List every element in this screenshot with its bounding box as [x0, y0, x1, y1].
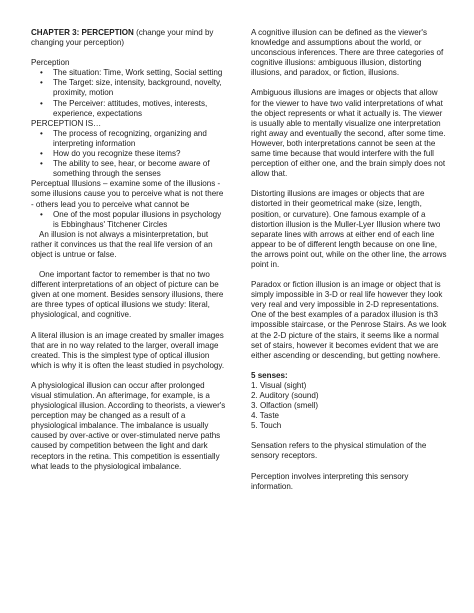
list-item: • The situation: Time, Work setting, Social setting	[31, 68, 226, 78]
important-factor-paragraph: One important factor to remember is that no two different interpretations of an object of picture can be given at one moment. Besides sensory illusions, there are three types of optical illusions we study: literal, physiological, and cognitive.	[31, 270, 224, 320]
list-item: 2. Auditory (sound)	[251, 391, 319, 400]
list-item: 1. Visual (sight)	[251, 380, 307, 390]
list-item: 3. Olfaction (smell)	[251, 401, 319, 411]
senses-list	[251, 381, 447, 431]
illusion-bullet-list	[31, 210, 226, 230]
chapter-label: CHAPTER 3: PERCEPTION	[31, 28, 134, 37]
list-item: 5. Touch	[251, 421, 282, 431]
perception-paragraph: Perception involves interpreting this sensory information.	[251, 471, 409, 491]
ambiguous-illusion-paragraph: Ambiguous illusions are images or objects that allow for the viewer to have two valid interpretations of what the object represents or what it actually is. The viewer is usually able to mentally visualize one interpretation right away and eventually the second, after some time. However, both interpretations cannot be seen at the same time because that would interfere with the full perception of either one, and the brain simply does not allow that.	[251, 88, 446, 179]
physiological-illusion-paragraph: A physiological illusion can occur after prolonged visual stimulation. An afterimage, for example, is a physiological illusion. According to theorists, a viewer's perception may be changed as a result of a physiological imbalance. The imbalance is usually caused by over-active or over-stimulated nerve paths caused by competition between the light and dark receptors in the retina. This competition is essentially what leads to the physiological imbalance.	[31, 380, 226, 471]
list-item: • How do you recognize these items?	[31, 149, 226, 159]
chapter-note: (change your mind by changing your perception)	[31, 28, 214, 48]
illusions-line: - others lead you to perceive what cannot be	[31, 199, 190, 209]
right-column	[251, 28, 447, 492]
list-item: • The Perceiver: attitudes, motives, interests, experience, expectations	[31, 99, 226, 119]
perception-is-heading: PERCEPTION IS…	[31, 118, 102, 128]
list-item: • The process of recognizing, organizing and interpreting information	[31, 129, 226, 149]
sensation-paragraph: Sensation refers to the physical stimulation of the sensory receptors.	[251, 441, 427, 461]
illusions-intro: Perceptual Illusions – examine some of the illusions - some illusions cause you to perceive what is not there	[31, 179, 224, 199]
distorting-illusion-paragraph: Distorting illusions are images or objects that are distorted in their geometrical make (size, length, position, or curvature). One famous example of a distortion illusion is the Muller-Lyer Illusion where two separate lines with arrows at either end of each line appear to be of different length because on one line, the arrows point out, while on the other line, the arrows point in.	[251, 189, 447, 269]
paradox-illusion-paragraph: Paradox or fiction illusion is an image or object that is simply impossible in 3-D or real life however they look very real and very impossible in 2-D representations. One of the best examples of a paradox illusion is th3 impossible staircase, or the Penrose Stairs. As we look at the 2-D picture of the stairs, it seems like a normal set of stairs, however it becomes evident that we are either ascending or descending, but getting nowhere.	[251, 280, 447, 360]
perception-heading: Perception	[31, 58, 70, 68]
perception-bullet-list	[31, 68, 226, 118]
left-column	[31, 28, 226, 472]
list-item: • One of the most popular illusions in psychology is Ebbinghaus' Titchener Circles	[31, 210, 226, 230]
list-item: • The Target: size, intensity, background, novelty, proximity, motion	[31, 78, 226, 98]
misinterpretation-paragraph: An illusion is not always a misinterpretation, but rather it convinces us that the real life version of an object is untrue or false.	[31, 229, 213, 259]
literal-illusion-paragraph: A literal illusion is an image created by smaller images that are in no way related to the larger, overall image created. This is the simplest type of optical illusion which is why it is often the least studied in psychology.	[31, 330, 225, 370]
list-item: 4. Taste	[251, 411, 280, 421]
list-item: • The ability to see, hear, or become aware of something through the senses	[31, 159, 226, 179]
chapter-heading	[31, 28, 226, 48]
cognitive-illusion-paragraph: A cognitive illusion can be defined as the viewer's knowledge and assumptions about the world, or unconscious inferences. There are three categories of cognitive illusions: ambiguous illusion, distorting illusions, and paradox, or fiction, illusions.	[251, 28, 444, 78]
senses-heading: 5 senses:	[251, 370, 288, 380]
perception-is-bullet-list	[31, 129, 226, 179]
